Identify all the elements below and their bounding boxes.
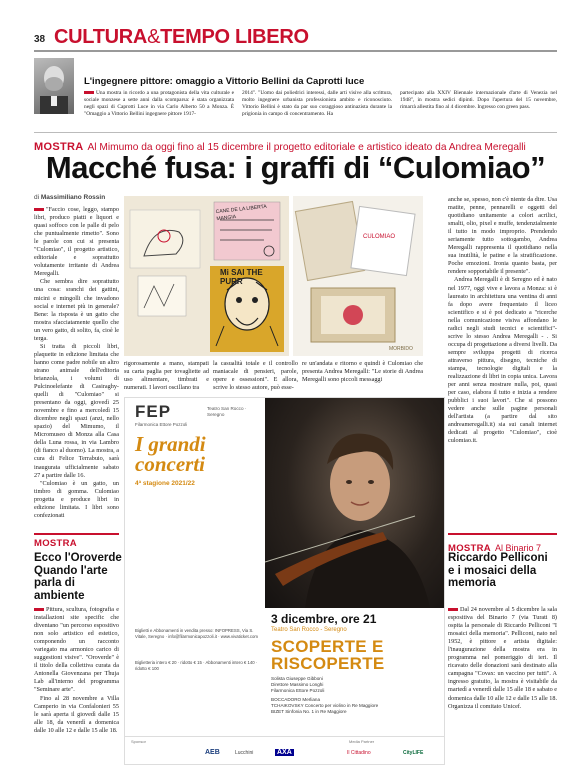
brief-text-2: 2014". "Uomo dai poliedrici interessi, dalle arti visive alla scrittura, molto ingegnere urbanista professionista ambito e riconosciuto. Vittorio Bellini è stato da par suo coraggioso antinazista durante la prigionia in campo di concentramento. Ha (242, 90, 392, 117)
ad-media-label: Media Partner (349, 739, 375, 744)
sponsor-2: Lucchini (235, 750, 254, 756)
sponsor-1: AEB (205, 749, 220, 756)
ad-prog-2: TCHAIKOVSKY Concerto per violino in Re Maggiore (271, 703, 379, 708)
ad-prices: Biglietteria intero € 20 · ridotto € 15 · Abbonamenti intero € 140 · ridotto € 100 (135, 660, 258, 671)
sponsor-5: CityLIFE (403, 750, 424, 756)
main-col1-p3: Si tratta di piccoli libri, plaquette in edizione limitata che hanno come padre nobile un altro strano animale dell'editoria brianzola, i volumi di Pulcinoelefante di Casiraghy-quelli di "Culomiao" si presentano da oggi, giovedì 25 novembre e fino a mercoledì 15 dicembre negli spazi (anzi, nello spazio) del Mimumo, il Micromuseo di Monza alla Casa della Luna rossa, in via Lambro (di fianco al duomo). La mostra, a cura di Felice Terrabuio, sarà inaugurata ufficialmente sabato 27 a partire dalle 16. (34, 342, 119, 479)
books-illustration (293, 196, 423, 356)
ad-director: Direttore Massimo Longhi (271, 682, 324, 687)
ad-photo (265, 398, 445, 608)
ad-teatro: Teatro San Rocco · Seregno (207, 406, 247, 417)
right-kicker: MOSTRA (448, 543, 491, 554)
ad-sponsor-bar (125, 736, 445, 765)
ad-sponsor-label: Sponsor (131, 739, 146, 744)
main-col5-p1: anche se, spesso, non c'è niente da dire. Usa matite, penne, pennarelli e oggetti del quotidiano unitamente a colori acrilici, smalti, olio, pixel e muffe, tendenzialmente il tutto in modo improprio. Prendendo seriamente tutto sottogambo, Andrea Meregalli rappresenta il quotidiano nella sua inutilità, le patine e la stratificazione. Poche emozioni. Ironia quanto basta, per rendere sopportabile il presente". (448, 196, 557, 276)
art-image-left (124, 196, 289, 356)
section-cultura: CULTURA (54, 26, 148, 48)
right-body (448, 606, 557, 764)
left-rule (34, 533, 119, 535)
right-p1: Dal 24 novembre al 5 dicembre la sala espositiva del Binario 7 (via Turati 8) ospita la personale di Riccardo Pelliconi "I mosaici della memoria". Pelliconi, nato nel 1952, è pittore e artista digitale: l'inaugurazione della mostra era in programma nel pomeriggio di ieri. Il ricavato delle donazioni sarà destinato alla campagna "Covax: un vaccino per tutti". A ingresso gratuito, la mostra è visitabile da martedì a venerdì dalle 15 alle 18 e sabato e domenica dalle 10 alle 12 e dalle 15 alle 18. Organizza il comitato Unicef. (448, 606, 557, 710)
byline-prefix: di (34, 194, 40, 201)
right-title: Riccardo Pelliconi e i mosaici della memoria (448, 552, 548, 589)
art-caption: MORBIDO (389, 346, 413, 352)
concert-ad (124, 397, 445, 765)
ad-prog-3: BIZET Sinfonia No. 1 in Re Maggiore (271, 709, 347, 714)
ad-headline-1: SCOPERTE E (271, 637, 384, 656)
byline-author: Massimiliano Rossin (40, 194, 106, 201)
left-kicker: MOSTRA (34, 538, 77, 549)
right-rule (448, 533, 557, 535)
ad-orchestra: Filarmonica Ettore Pozzoli (271, 688, 325, 693)
brief-photo (34, 58, 74, 114)
main-headline: Macché fusa: i graffi di “Culomiao” (45, 150, 546, 185)
main-col-4: re un'andata e ritorno e quindi è Culomiao che presenta Andrea Meregalli: "Le storie di Andrea Meregalli sono piccoli messaggi (302, 360, 423, 384)
ad-tickets: Biglietti e Abbonamenti in vendita presso: INFOPRESS, Via S. Vitale, Seregno · info@filarmonicapozzoli.it · www.vivaticket.com (135, 628, 258, 639)
art-image-right (293, 196, 423, 356)
main-kicker-text: Al Mimumo da oggi fino al 15 dicembre il progetto editoriale e artistico ideato da Andrea Meregalli (87, 142, 526, 153)
sponsor-4: Il Cittadino (347, 750, 371, 756)
ad-title-2: concerti (135, 452, 205, 476)
left-body (34, 606, 119, 764)
main-col-2: rigorosamente a mano, stampati su carta paglia per tovagliette ad uso alimentare, timbrati e numerati. I lavori oscillano tra (124, 360, 209, 392)
svg-text:CULOMIAO: CULOMIAO (363, 234, 396, 240)
brief-text-1: Una mostra in ricordo a una protagonista della vita culturale e sociale monzese a sette anni dalla scomparsa: è stata organizzata negli spazi di Caprotti Luce in via Carlo Alberto 50 a Monza. È "Omaggio a Vittorio Bellini ingegnere pittore 1917- (84, 90, 234, 117)
ad-title (135, 434, 206, 474)
brief-title: L'ingegnere pittore: omaggio a Vittorio Bellini da Caprotti luce (84, 76, 365, 87)
main-col1-p2: Che sembra dire soprattutto una cosa: sranchi dei gattini, micini e mingolli che invadono social e internet più in generale? Bene: la risposta è un gatto che mostra sfacciatamente quello che un vero gatto, di solito, fa, cioè le terga. (34, 278, 119, 342)
ad-title-1: I grandi (135, 432, 206, 456)
ad-soloist: Solista Giuseppe Gibboni (271, 676, 323, 681)
ad-logo: FEP (135, 402, 172, 421)
ad-date: 3 dicembre, ore 21 (271, 612, 377, 626)
violinist-illustration (265, 398, 445, 608)
main-col1-p1: "Faccio cose, leggo, stampo libri, produco piatti e liquori e quasi soffoco con le palle di pelo che puntualmente rimetto". Sono le parole con cui si presenta "Culomiao", il progetto artistico, editoriale e soprattutto volutamente irritante di Andrea Meregalli. (34, 206, 119, 278)
ad-prog-1: BOCCADORO Merliana (271, 697, 321, 702)
page-number: 38 (34, 34, 46, 45)
ad-venue: Teatro San Rocco - Seregno (271, 627, 347, 633)
main-col-1 (34, 206, 119, 528)
byline (34, 194, 105, 201)
brief-col-1 (84, 90, 234, 128)
brief-col-3 (400, 90, 557, 128)
section-tempo-libero: TEMPO LIBERO (160, 26, 309, 48)
main-col1-p4: "Culomiao è un gatto, un timbro di gomma. Culomiao progetta e produce libri in edizione limitata. I libri sono confezionati (34, 479, 119, 519)
ad-credits (271, 676, 441, 715)
portrait-icon (34, 58, 74, 114)
art-note: CANE DE LA LIBERTA MANGIA (215, 203, 267, 223)
brief-col-2 (242, 90, 392, 128)
brief-divider (34, 132, 557, 133)
sponsor-3: AXA (277, 749, 292, 756)
right-kicker-text: Al Binario 7 (494, 543, 541, 553)
ad-season: 4ª stagione 2021/22 (135, 480, 195, 487)
left-p1: Pittura, scultura, fotografia e installazioni site specific che diventano "un percorso espositivo non solo artistico ed estetico, componendo un racconto variegato ma armonico carico di suggestioni visive". "Oroverde" è il titolo della collettiva curata da Antonella Giovenzana per Thuja Lab all'interno del programma "Seminare arte". (34, 606, 119, 694)
left-title: Ecco l'Oroverde Quando l'arte parla di ambiente (34, 552, 122, 602)
main-col-3: la casualità totale e il controllo maniacale di pensieri, parole, opere e ossessioni". E allora, scrive lo stesso autore, può esse- (213, 360, 298, 392)
section-amp: & (147, 26, 161, 48)
art-sign: Mi SAI THE PURR (220, 268, 263, 286)
ad-logo-sub: Filarmonica Ettore Pozzoli (135, 422, 188, 427)
main-col-5 (448, 196, 557, 528)
ad-headline (271, 638, 385, 672)
main-col5-p2: Andrea Meregalli è di Seregno ed è nato nel 1977, oggi vive e lavora a Monza: si è laureato in architettura una ventina di anni fa dopo avere frequentato il liceo scientifico e si è poi dedicato a "ricerche nella comunicazione visiva affondano le radici negli studi tecnici e scientifici"- scrive lo stesso Andrea Meregalli - . Si occupa di progettazione a diversi livelli. Da sempre sviluppa progetti di ricerca attraverso pittura, disegno, tecniche di stampa, tecnologie digitali e la realizzazione di libri in copia unica. Lavora per anni senza mostrare nulla, poi, quasi per caso, elabora il tutto e inizia a rendere pubblici i suoi lavori". Che si possono vedere anche sulle pagine personali dell'artista (a partire dal sito andreameregalli.it) sia sui canali internet dedicati al progetto "Culomiao", cioè culomiao.it. (448, 276, 557, 445)
header-rule (34, 50, 557, 52)
brief-text-3: partecipato alla XXIV Biennale internazionale d'arte di Venezia nel 1948", in mostra sedici dipinti. Dopo l'apertura del 15 novembre, rimarrà allestita fino al 4 dicembre. Ingresso con green pass. (400, 90, 557, 110)
left-p2: Fino al 28 novembre a Villa Camperio in via Confalonieri 55 le sarà aperta il giovedì dalle 15 alle 18, da venerdì a domenica dalle 10 alle 12 e dalle 15 alle 18. (34, 694, 119, 734)
section-title (54, 26, 309, 48)
main-kicker: MOSTRA (34, 141, 84, 153)
ad-headline-2: RISCOPERTE (271, 654, 385, 673)
